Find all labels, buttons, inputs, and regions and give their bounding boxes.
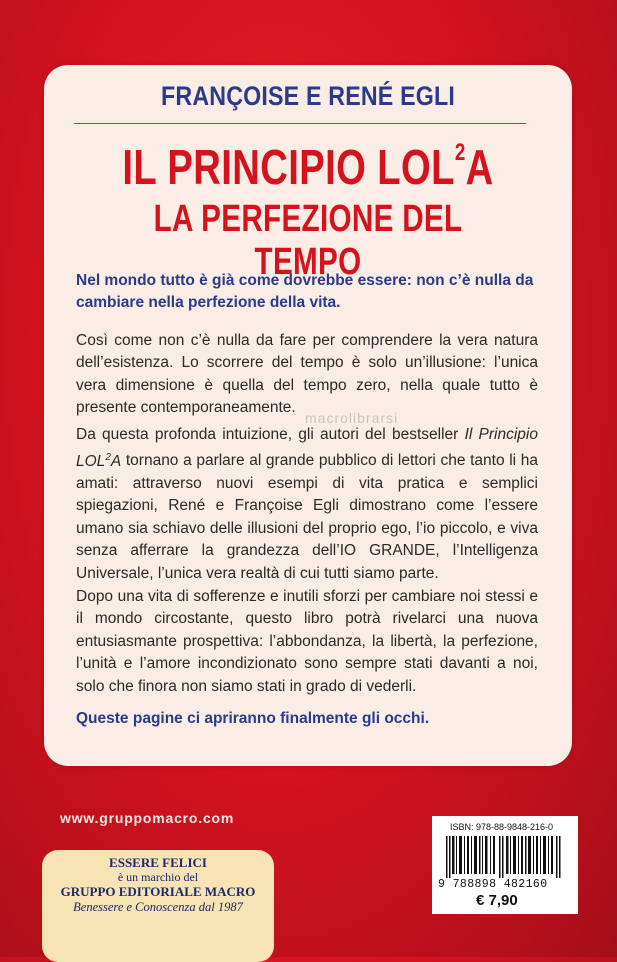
paragraph-2: Così come non c’è nulla da fare per comprendere la vera natura dell’esistenza. Lo scorrere del tempo è solo un’illusione: l’unica vera dimensione è quella del tempo zero, nella quale tutto è presente contemporaneamente. xyxy=(76,332,538,417)
paragraph-4: Dopo una vita di sofferenze e inutili sforzi per cambiare noi stessi e il mondo circostante, questo libro potrà rivelarci una nuova entusiasmante prospettiva: l’abbondanza, la libertà, la perfezione, l’unità e l’amore incondizionato sono sempre stati davanti a noi, solo che finora non siamo stati in grado di vederli. xyxy=(76,588,538,695)
lead-paragraph: Nel mondo tutto è già come dovrebbe essere: non c’è nulla da cambiare nella perfezione della vita. xyxy=(76,272,534,312)
paragraph-3-rest: tornano a parlare al grande pubblico di lettori che tanto li ha amati: attraverso nuovi esempi di vita pratica e semplici spiegazioni, René e Françoise Egli dimostrano come l’essere umano sia schiavo delle illusioni del proprio ego, l’io piccolo, e viva senza afferrare la grandezza dell’IO GRANDE, l’Intelligenza Universale, l’unica vera realtà di cui tutti siamo parte. xyxy=(76,452,538,582)
watermark: macrolibrarsi xyxy=(305,410,399,426)
book-title xyxy=(102,139,514,196)
book-title-end: A xyxy=(465,141,494,195)
book-title-text: IL PRINCIPIO LOL xyxy=(122,141,455,195)
website-url: www.gruppomacro.com xyxy=(60,810,235,826)
barcode-digits: 9 788898 482160 xyxy=(438,878,548,891)
barcode-label xyxy=(432,816,578,914)
book-reference-end: A xyxy=(110,452,122,470)
isbn-text: ISBN: 978-88-9848-216-0 xyxy=(450,822,554,832)
book-reference-text: Il Principio LOL xyxy=(76,426,538,470)
paragraph-3-start: Da questa profonda intuizione, gli autori del bestseller xyxy=(76,426,465,443)
price: € 7,90 xyxy=(476,892,518,909)
paragraph-3 xyxy=(76,424,538,585)
divider xyxy=(74,123,526,124)
closing-line: Queste pagine ci apriranno finalmente gli occhi. xyxy=(76,710,430,727)
book-subtitle: LA PERFEZIONE DEL TEMPO xyxy=(153,198,463,283)
book-reference-sup: 2 xyxy=(105,451,111,463)
book-title-superscript: 2 xyxy=(454,139,466,166)
publisher-line-3: GRUPPO EDITORIALE MACRO xyxy=(60,884,256,899)
publisher-line-2: è un marchio del xyxy=(117,870,199,884)
author-names: FRANÇOISE E RENÉ EGLI xyxy=(161,81,455,111)
publisher-line-1: ESSERE FELICI xyxy=(109,855,207,870)
publisher-box xyxy=(42,850,274,962)
barcode-icon xyxy=(446,836,564,878)
publisher-line-4: Benessere e Conoscenza dal 1987 xyxy=(73,900,243,914)
